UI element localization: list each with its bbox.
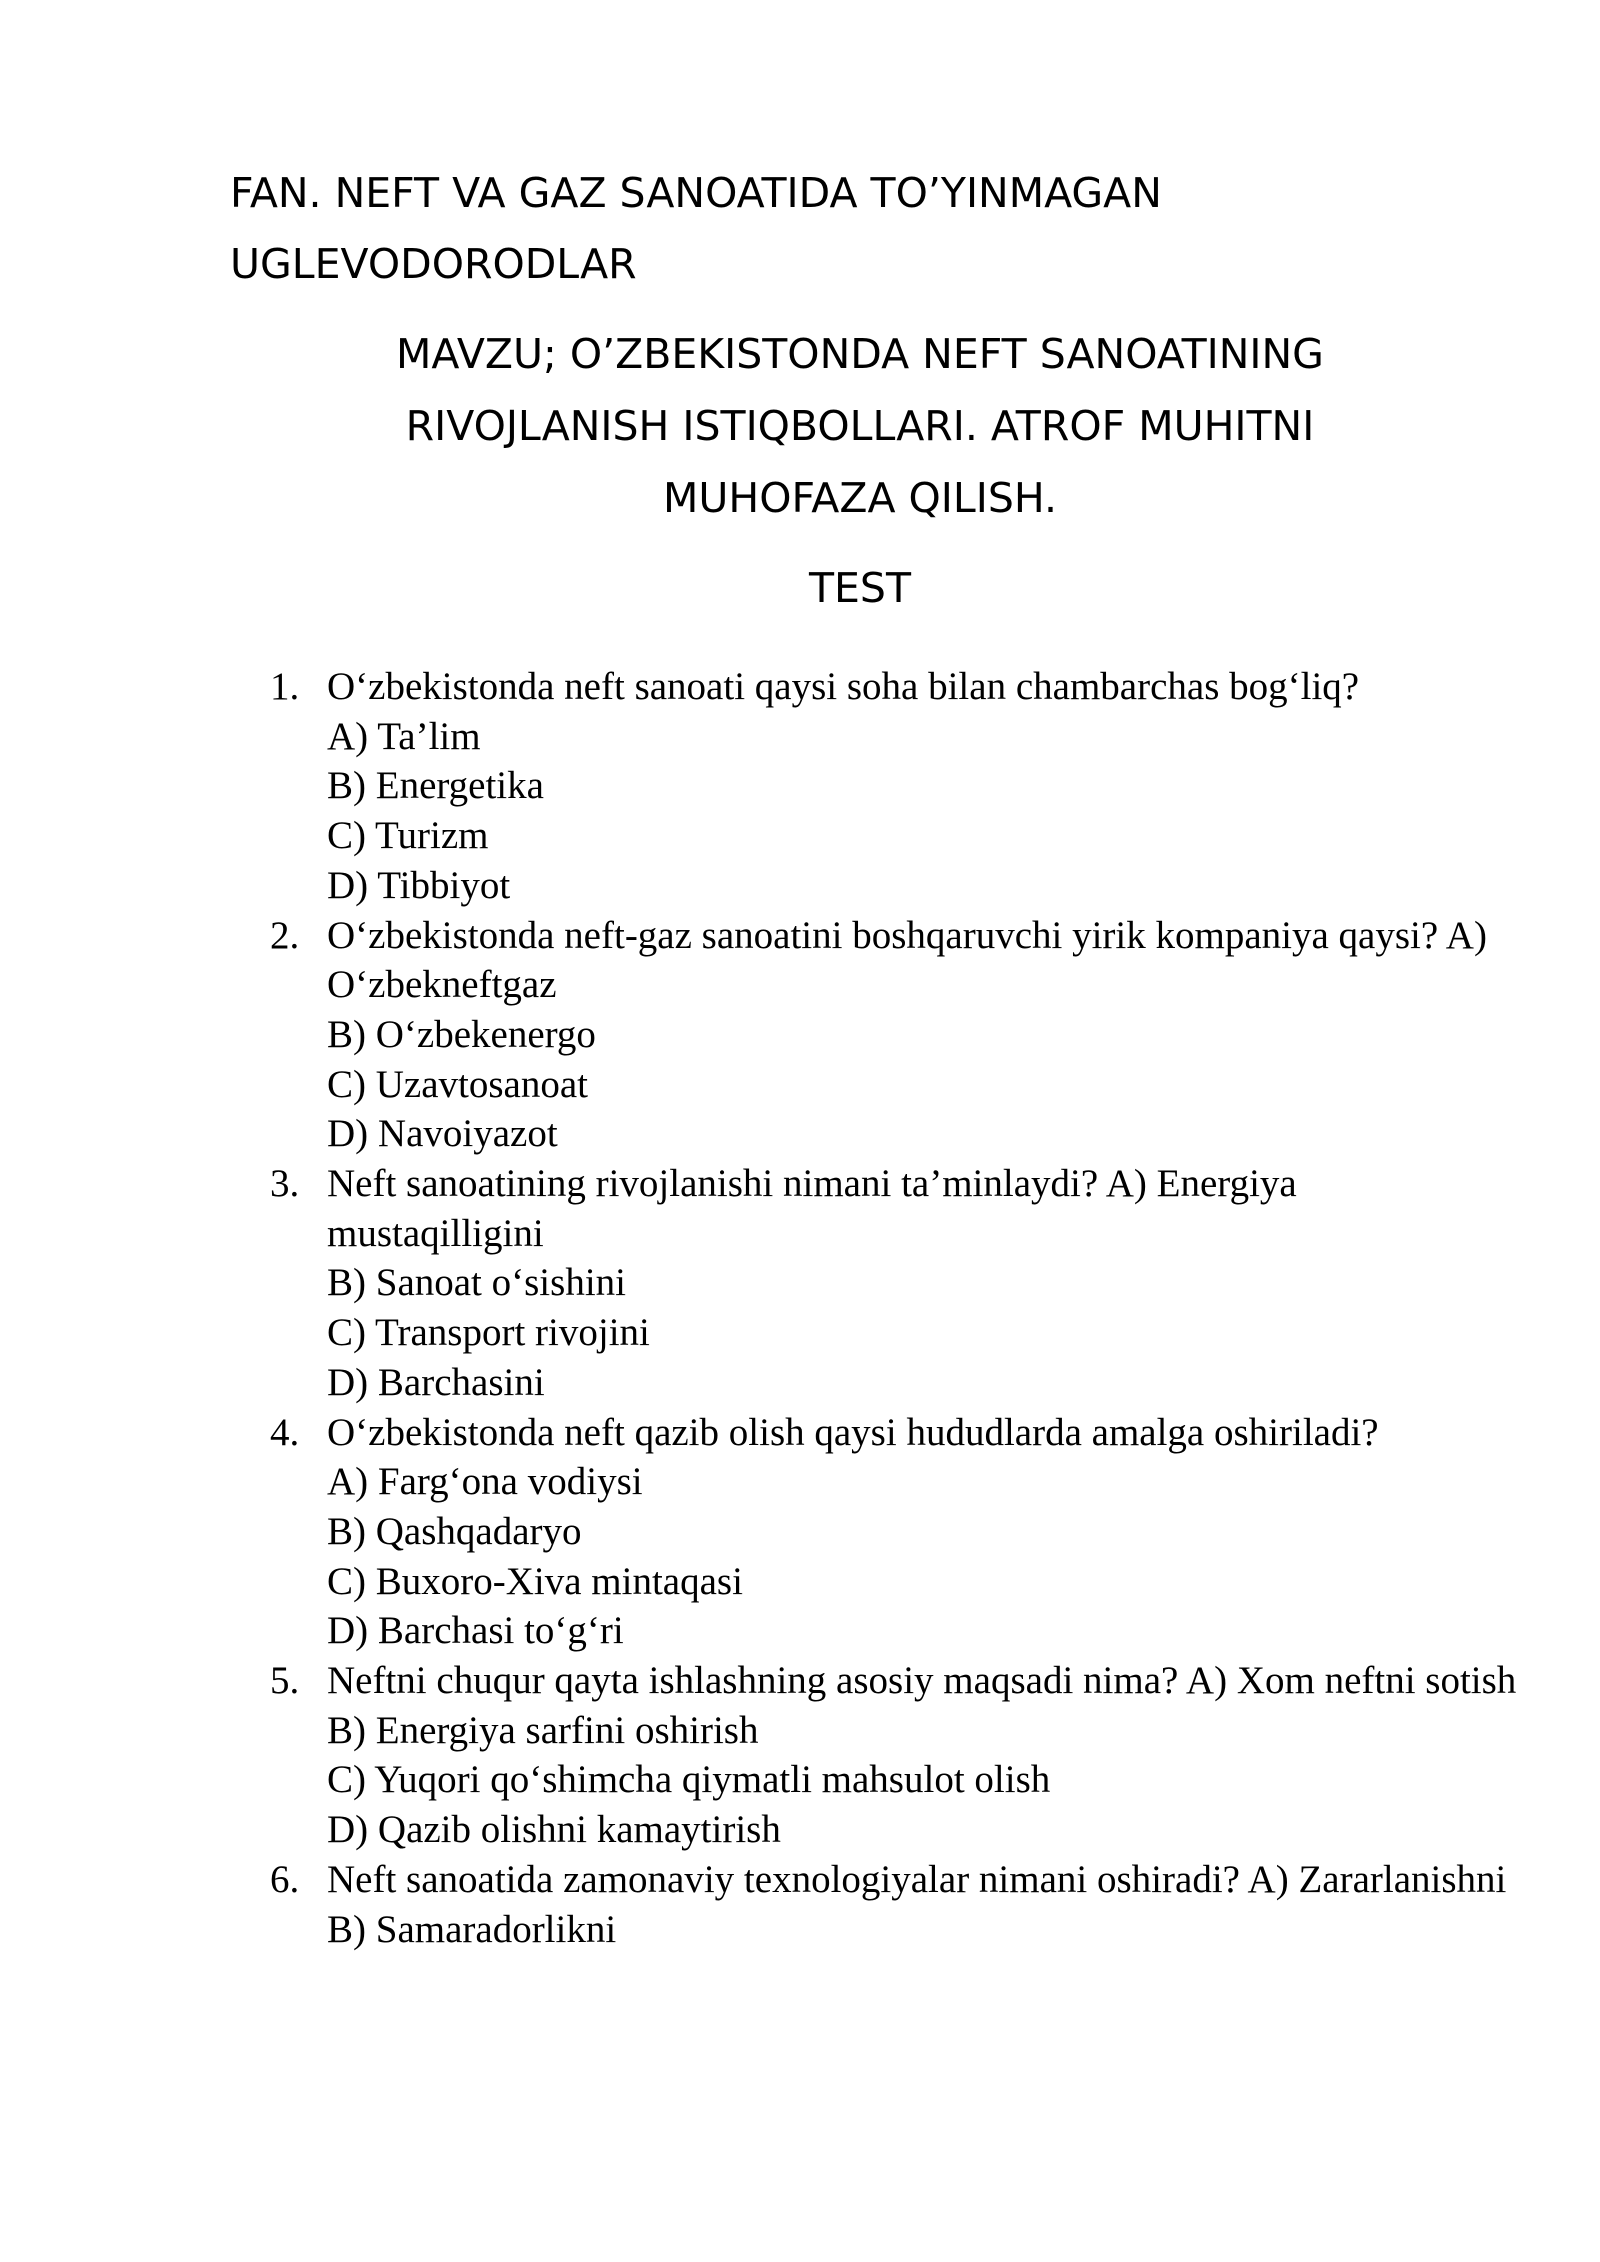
answer-option: C) Buxoro-Xiva mintaqasi: [327, 1559, 743, 1603]
topic-title-line: MAVZU; O’ZBEKISTONDA NEFT SANOATINING: [396, 330, 1324, 378]
answer-option: B) O‘zbekenergo: [327, 1012, 596, 1056]
topic-title-line: MUHOFAZA QILISH.: [663, 474, 1057, 522]
answer-option: D) Barchasini: [327, 1360, 545, 1404]
answer-option: D) Tibbiyot: [327, 863, 511, 907]
question-item: [270, 1855, 1520, 1954]
answer-option: A) Farg‘ona vodiysi: [327, 1460, 643, 1504]
question-item: [270, 662, 1520, 911]
question-number: 2.: [270, 913, 300, 957]
test-heading: TEST: [808, 564, 912, 612]
question-item: [270, 911, 1520, 1160]
topic-title: [250, 318, 1470, 534]
topic-title-line: RIVOJLANISH ISTIQBOLLARI. ATROF MUHITNI: [405, 402, 1315, 450]
question-text: Neftni chuqur qayta ishlashning asosiy maqsadi nima? A) Xom neftni sotish: [327, 1659, 1517, 1703]
answer-option: C) Transport rivojini: [327, 1311, 650, 1355]
answer-option: D) Barchasi to‘g‘ri: [327, 1609, 624, 1653]
question-text: O‘zbekistonda neft sanoati qaysi soha bilan chambarchas bog‘liq?: [327, 665, 1360, 708]
question-text: Neft sanoatining rivojlanishi nimani ta’minlaydi? A) Energiya mustaqilligini: [327, 1162, 1297, 1255]
answer-option: B) Qashqadaryo: [327, 1509, 582, 1553]
question-item: [270, 1408, 1520, 1657]
answer-option: C) Turizm: [327, 814, 489, 858]
question-item: [270, 1656, 1520, 1855]
answer-option: B) Energiya sarfini oshirish: [327, 1708, 759, 1752]
answer-option: B) Samaradorlikni: [327, 1907, 617, 1951]
question-number: 4.: [270, 1410, 300, 1454]
answer-option: D) Qazib olishni kamaytirish: [327, 1808, 781, 1852]
answer-option: B) Sanoat o‘sishini: [327, 1261, 626, 1305]
question-number: 1.: [270, 665, 300, 708]
answer-option: A) Ta’lim: [327, 714, 481, 758]
question-item: [270, 1159, 1520, 1408]
answer-option: D) Navoiyazot: [327, 1112, 558, 1156]
question-text: Neft sanoatida zamonaviy texnologiyalar nimani oshiradi? A) Zararlanishni: [327, 1857, 1507, 1901]
question-text: O‘zbekistonda neft-gaz sanoatini boshqaruvchi yirik kompaniya qaysi? A) O‘zbekneftgaz: [327, 913, 1487, 1007]
question-list: [270, 662, 1520, 1954]
question-number: 3.: [270, 1162, 300, 1206]
subject-title: FAN. NEFT VA GAZ SANOATIDA TO’YINMAGAN UGLEVODORODLAR: [230, 169, 1162, 288]
question-number: 5.: [270, 1659, 300, 1703]
question-number: 6.: [270, 1857, 300, 1901]
answer-option: C) Uzavtosanoat: [327, 1062, 589, 1106]
question-text: O‘zbekistonda neft qazib olish qaysi hududlarda amalga oshiriladi?: [327, 1410, 1379, 1454]
answer-option: C) Yuqori qo‘shimcha qiymatli mahsulot olish: [327, 1758, 1051, 1802]
answer-option: B) Energetika: [327, 764, 544, 808]
